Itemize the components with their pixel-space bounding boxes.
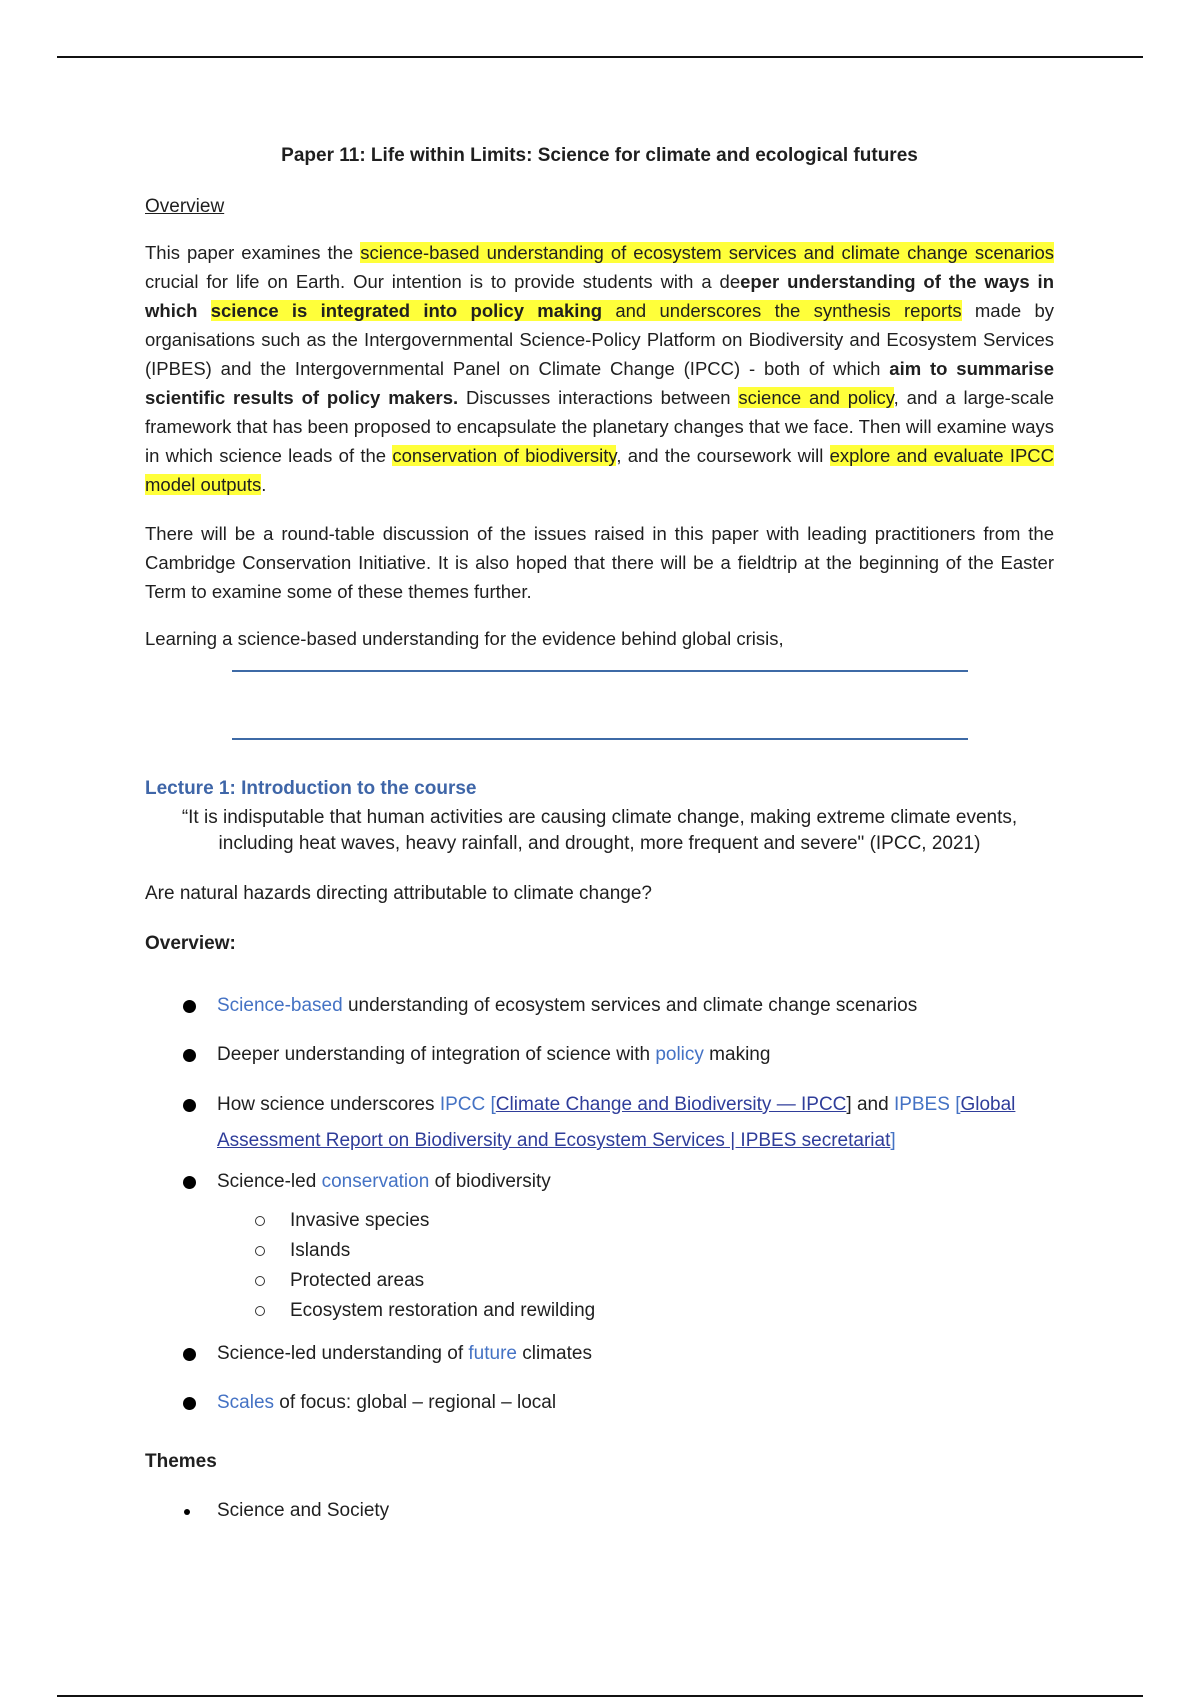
overview-heading: Overview <box>145 196 225 217</box>
text-run: climates <box>516 1343 592 1364</box>
ipbes-link[interactable]: Global Assessment Report on Biodiversity and Ecosystem Services | IPBES secretariat <box>217 1094 1016 1151</box>
highlight-bold-run: science is integrated into policy making <box>210 300 603 321</box>
text-run: understanding of ecosystem services and climate change scenarios <box>342 995 918 1016</box>
bullet-icon <box>183 1049 196 1062</box>
quote-line: “It is indisputable that human activities are causing climate change, making extreme climate events, <box>181 807 1018 828</box>
circle-bullet-icon <box>255 1276 265 1286</box>
text-run: . <box>261 474 267 495</box>
sub-list-item <box>290 1296 595 1326</box>
bracket: [ <box>485 1094 496 1115</box>
circle-bullet-icon <box>255 1306 265 1316</box>
blank-line <box>232 670 968 672</box>
text-run: making <box>703 1044 771 1065</box>
text-run: This paper examines the <box>145 242 361 263</box>
sub-item-label: Islands <box>290 1240 351 1261</box>
text-run: of biodiversity <box>429 1171 551 1192</box>
bold-run: eper understanding of the ways in which <box>145 271 1054 321</box>
keyword: Science-based <box>217 995 343 1016</box>
highlight-run: and underscores the synthesis reports <box>602 300 962 321</box>
text-run: Science-led understanding of <box>217 1343 469 1364</box>
sub-item-label: Invasive species <box>290 1210 430 1231</box>
text-run: of focus: global – regional – local <box>274 1392 557 1413</box>
quote-line: including heat waves, heavy rainfall, and drought, more frequent and severe" (IPCC, 2021) <box>218 833 981 854</box>
keyword: future <box>468 1343 517 1364</box>
header-rule <box>57 56 1143 58</box>
keyword: IPBES <box>893 1094 950 1115</box>
theme-item <box>217 1500 389 1522</box>
keyword: IPCC <box>439 1094 486 1115</box>
text-run: crucial for life on Earth. Our intention is to provide students with a de <box>145 271 741 292</box>
text-run: and <box>851 1094 894 1115</box>
list-item <box>217 988 1054 1024</box>
text-run: Science-led <box>217 1171 322 1192</box>
text-run: , and a large-scale framework that has been proposed to encapsulate the planetary changes that we face. Then will examine ways in which science leads of the <box>145 387 1054 466</box>
overview-subheading: Overview: <box>145 933 236 954</box>
list-item <box>217 1336 1054 1372</box>
list-item <box>217 1164 1054 1200</box>
sub-item-label: Protected areas <box>290 1270 425 1291</box>
circle-bullet-icon <box>255 1216 265 1226</box>
footer-rule <box>57 1695 1143 1697</box>
intro-paragraph <box>145 238 1054 499</box>
bullet-icon <box>183 1176 196 1189</box>
bullet-icon <box>183 1099 196 1112</box>
list-item <box>217 1037 1054 1073</box>
page-title: Paper 11: Life within Limits: Science for climate and ecological futures <box>281 145 918 166</box>
ipcc-link[interactable]: Climate Change and Biodiversity — IPCC <box>495 1094 847 1115</box>
lecture-heading: Lecture 1: Introduction to the course <box>145 778 477 799</box>
themes-heading: Themes <box>145 1451 217 1472</box>
text-run: Deeper understanding of integration of science with <box>217 1044 656 1065</box>
highlight-run: explore and evaluate IPCC model outputs <box>145 445 1055 495</box>
bracket: [ <box>949 1094 961 1115</box>
sub-list-item <box>290 1236 350 1266</box>
sub-item-label: Ecosystem restoration and rewilding <box>290 1300 596 1321</box>
text-run: How science underscores <box>217 1094 440 1115</box>
highlight-run: science and policy <box>738 387 894 408</box>
highlight-run: conservation of biodiversity <box>392 445 617 466</box>
ipcc-quote <box>145 805 1054 857</box>
question-text: Are natural hazards directing attributable to climate change? <box>145 883 652 904</box>
bullet-icon <box>184 1509 190 1515</box>
highlight-run: science-based understanding of ecosystem services and climate change scenarios <box>360 242 1055 263</box>
keyword: Scales <box>217 1392 275 1413</box>
bullet-icon <box>183 1000 196 1013</box>
blank-line <box>232 738 968 740</box>
theme-label: Science and Society <box>217 1500 390 1521</box>
bullet-icon <box>183 1348 196 1361</box>
list-item <box>217 1087 1054 1159</box>
sub-list-item <box>290 1266 424 1296</box>
text-run: made by organisations such as the Intergovernmental Science-Policy Platform on Biodiversity and Ecosystem Services (IPBES) and the Intergovernmental Panel on Climate Change (IPCC) - both of which <box>145 300 1054 379</box>
bracket: ] <box>890 1130 896 1151</box>
sub-list-item <box>290 1206 429 1236</box>
bold-run: aim to summarise scientific results of policy makers. <box>145 358 1054 408</box>
text-run: Discusses interactions between <box>458 387 739 408</box>
keyword: policy <box>655 1044 704 1065</box>
circle-bullet-icon <box>255 1246 265 1256</box>
learning-paragraph: Learning a science-based understanding for the evidence behind global crisis, <box>145 628 784 649</box>
bullet-icon <box>183 1397 196 1410</box>
list-item <box>217 1385 1054 1421</box>
roundtable-paragraph: There will be a round-table discussion of the issues raised in this paper with leading practitioners from the Cambridge Conservation Initiative. It is also hoped that there will be a fieldtrip at the beginning of the Easter Term to examine some of these themes further. <box>145 523 1054 602</box>
text-run: , and the coursework will <box>616 445 830 466</box>
bracket: ] <box>846 1094 852 1115</box>
keyword: conservation <box>321 1171 430 1192</box>
